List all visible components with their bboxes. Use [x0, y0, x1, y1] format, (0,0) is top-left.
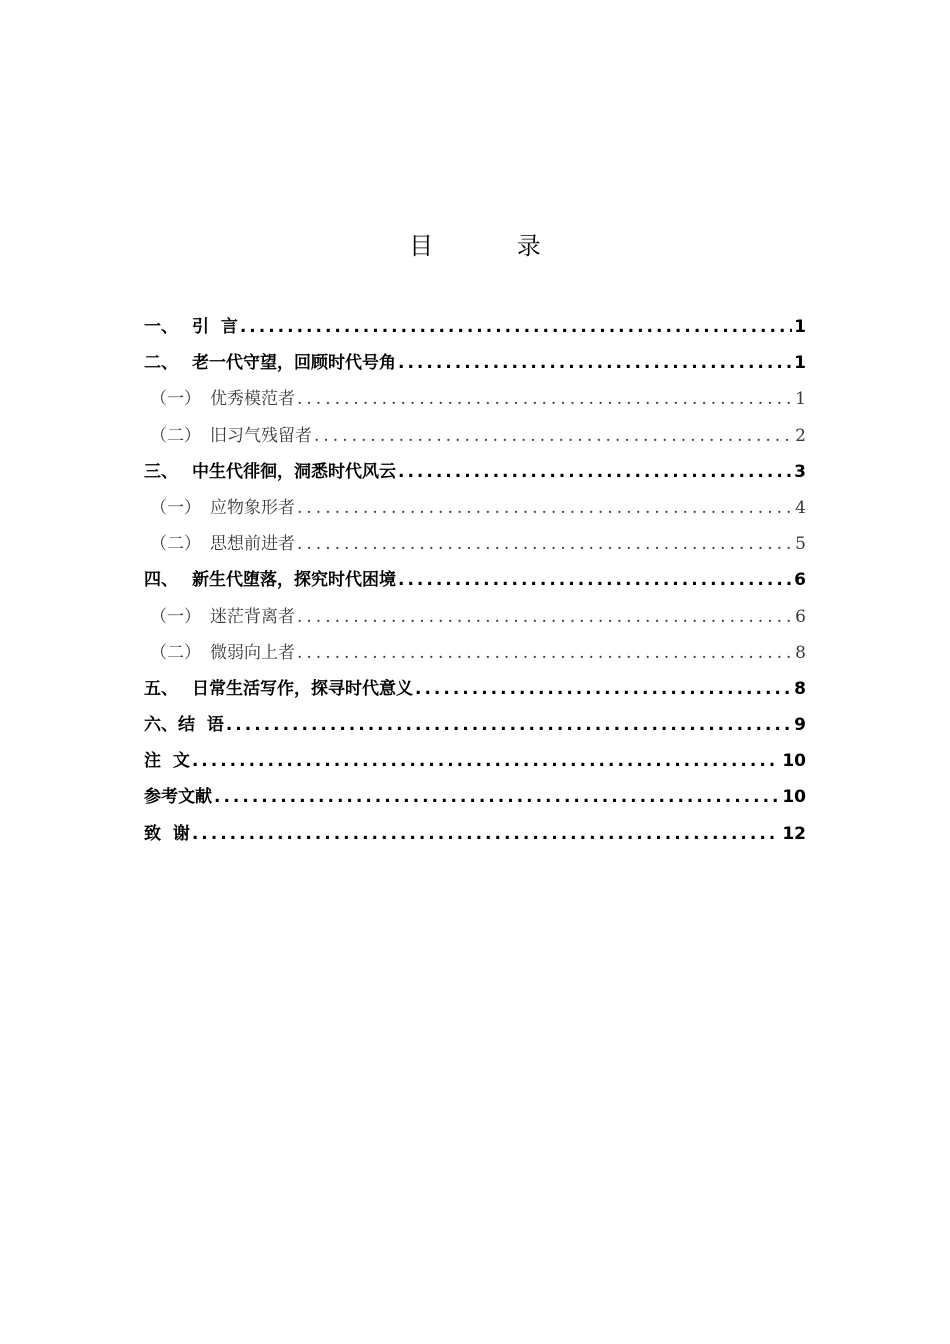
toc-subentry-2-1[interactable] [144, 384, 806, 420]
dot-leader [297, 643, 793, 663]
toc-entry-title: 日常生活写作，探寻时代意义 [192, 678, 413, 699]
toc-entry-number: （一） [150, 606, 201, 627]
toc-entry-page: 12 [782, 823, 806, 844]
toc-entry-page: 2 [795, 425, 806, 446]
toc-entry-number: （二） [150, 642, 201, 663]
dot-leader [240, 317, 792, 337]
toc-entry-title: 六、结 语 [144, 715, 224, 736]
toc-entry-title: 应物象形者 [210, 497, 295, 518]
dot-leader [314, 426, 793, 446]
dot-leader [398, 353, 792, 373]
page-title: 目 录 [409, 232, 579, 260]
toc-entry-number: 三、 [144, 461, 178, 482]
toc-entry-title: 老一代守望，回顾时代号角 [192, 353, 396, 374]
toc-entry-section-4[interactable] [144, 565, 806, 601]
toc-entry-number: 一、 [144, 317, 178, 337]
toc-entry-page: 8 [794, 678, 806, 699]
toc-entry-conclusion[interactable] [144, 710, 806, 746]
toc-entry-page: 3 [794, 461, 806, 482]
dot-leader [297, 534, 793, 554]
toc-entry-title: 引 言 [192, 317, 238, 337]
toc-entry-title: 迷茫背离者 [210, 606, 295, 627]
toc-entry-section-3[interactable] [144, 457, 806, 493]
dot-leader [192, 824, 780, 844]
toc-entry-page: 5 [795, 534, 806, 555]
toc-entry-number: 二、 [144, 353, 178, 374]
toc-entry-page: 1 [794, 317, 806, 337]
toc-subentry-4-2[interactable] [144, 638, 806, 674]
toc-entry-page: 8 [795, 642, 806, 663]
toc-entry-page: 4 [795, 497, 806, 518]
toc-entry-number: （一） [150, 497, 201, 518]
toc-entry-section-5[interactable] [144, 674, 806, 710]
dot-leader [398, 570, 792, 590]
toc-entry-page: 10 [782, 751, 806, 772]
dot-leader [214, 787, 780, 807]
toc-entry-title: 新生代堕落，探究时代困境 [192, 570, 396, 591]
dot-leader [398, 462, 792, 482]
dot-leader [297, 607, 793, 627]
toc-entry-number: 四、 [144, 570, 178, 591]
toc-entry-page: 6 [795, 606, 806, 627]
toc-entry-notes[interactable] [144, 746, 806, 782]
toc-entry-page: 9 [794, 715, 806, 736]
toc-subentry-3-2[interactable] [144, 529, 806, 565]
toc-entry-number: （一） [150, 389, 201, 410]
toc-entry-title: 致 谢 [144, 823, 190, 844]
toc-entry-title: 优秀模范者 [210, 389, 295, 410]
table-of-contents [144, 312, 806, 855]
toc-entry-page: 1 [794, 353, 806, 374]
toc-entry-references[interactable] [144, 782, 806, 818]
toc-entry-number: 五、 [144, 678, 178, 699]
toc-entry-title: 旧习气残留者 [210, 425, 312, 446]
toc-entry-title: 思想前进者 [210, 534, 295, 555]
toc-entry-title: 中生代徘徊，洞悉时代风云 [192, 461, 396, 482]
toc-entry-title: 微弱向上者 [210, 642, 295, 663]
dot-leader [415, 679, 792, 699]
toc-entry-title: 注 文 [144, 751, 190, 772]
dot-leader [192, 751, 780, 771]
toc-subentry-2-2[interactable] [144, 421, 806, 457]
toc-entry-page: 6 [794, 570, 806, 591]
toc-subentry-4-1[interactable] [144, 602, 806, 638]
toc-entry-number: （二） [150, 534, 201, 555]
toc-entry-section-2[interactable] [144, 348, 806, 384]
toc-entry-page: 1 [795, 389, 806, 410]
toc-entry-page: 10 [782, 787, 806, 808]
toc-entry-title: 参考文献 [144, 787, 212, 808]
dot-leader [297, 389, 793, 409]
toc-entry-acknowledgements[interactable] [144, 819, 806, 855]
toc-subentry-3-1[interactable] [144, 493, 806, 529]
toc-entry-number: （二） [150, 425, 201, 446]
dot-leader [226, 715, 792, 735]
dot-leader [297, 498, 793, 518]
toc-entry-introduction[interactable] [144, 312, 806, 348]
